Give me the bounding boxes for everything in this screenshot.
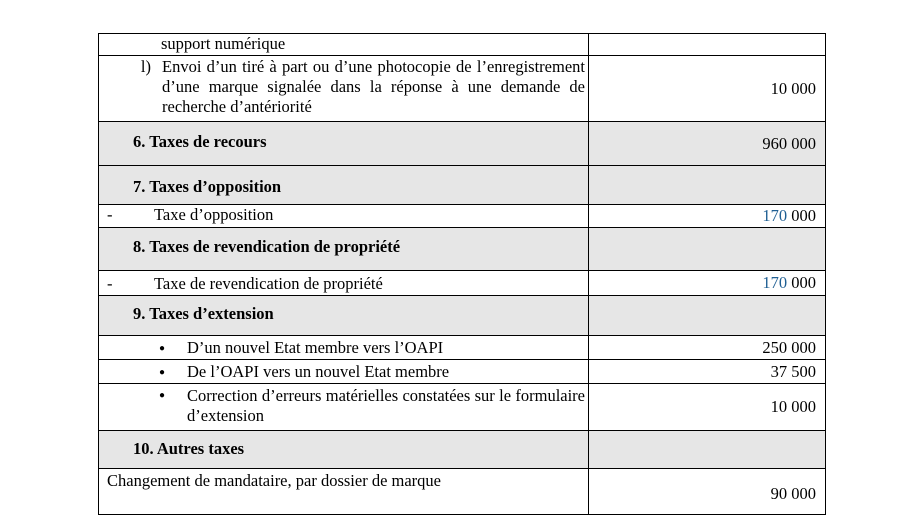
section-heading-cell [99,431,589,469]
section-title: 6. Taxes de recours [133,132,267,151]
section-title: 7. Taxes d’opposition [133,177,282,196]
row-description [99,360,589,384]
row-text: Taxe de revendication de propriété [154,274,383,293]
row-amount: 250 000 [589,336,826,360]
row-amount [589,205,826,228]
row-amount: 37 500 [589,360,826,384]
row-description [99,336,589,360]
section-title: 8. Taxes de revendication de propriété [133,237,401,256]
section-title: 9. Taxes d’extension [133,304,274,323]
row-amount: 90 000 [589,469,826,515]
row-text: Envoi d’un tiré à part ou d’une photocopie de l’enregistrement d’une marque signalée dans la réponse à une demande de recherche d’antériorité [162,57,585,116]
fee-table [98,33,826,515]
table-row [99,384,826,431]
row-amount: 960 000 [589,122,826,166]
section-row [99,296,826,336]
dash-marker: - [107,274,113,293]
section-row [99,228,826,271]
row-description [99,271,589,296]
row-description [99,34,589,56]
item-marker: l) [140,57,151,76]
row-amount: 10 000 [589,384,826,431]
row-amount [589,431,826,469]
section-heading-cell [99,122,589,166]
row-text: D’un nouvel Etat membre vers l’OAPI [187,338,444,357]
section-heading-cell [99,166,589,205]
section-heading-cell [99,228,589,271]
table-row [99,205,826,228]
table-row [99,34,826,56]
table-row [99,336,826,360]
table-row [99,56,826,122]
table-row [99,360,826,384]
row-amount [589,296,826,336]
row-amount [589,271,826,296]
row-amount: 10 000 [589,56,826,122]
bullet-marker: ● [158,390,165,401]
row-description [99,469,589,515]
row-text: support numérique [161,34,286,53]
section-row [99,431,826,469]
row-description [99,56,589,122]
section-title: 10. Autres taxes [133,439,245,458]
table-row [99,271,826,296]
row-description [99,384,589,431]
table-row [99,469,826,515]
bullet-marker: ● [158,367,165,378]
dash-marker: - [107,205,113,224]
row-text: Taxe d’opposition [154,205,274,224]
amount-rest: 000 [787,273,816,292]
amount-highlight: 170 [762,206,788,225]
amount-rest: 000 [787,206,816,225]
row-text: Correction d’erreurs matérielles constatées sur le formulaire d’extension [187,386,585,425]
row-text: De l’OAPI vers un nouvel Etat membre [187,362,450,381]
row-amount [589,34,826,56]
section-row [99,166,826,205]
section-row [99,122,826,166]
amount-highlight: 170 [762,273,788,292]
row-description [99,205,589,228]
bullet-marker: ● [158,343,165,354]
section-heading-cell [99,296,589,336]
row-amount [589,228,826,271]
row-amount [589,166,826,205]
row-text: Changement de mandataire, par dossier de marque [107,471,441,490]
